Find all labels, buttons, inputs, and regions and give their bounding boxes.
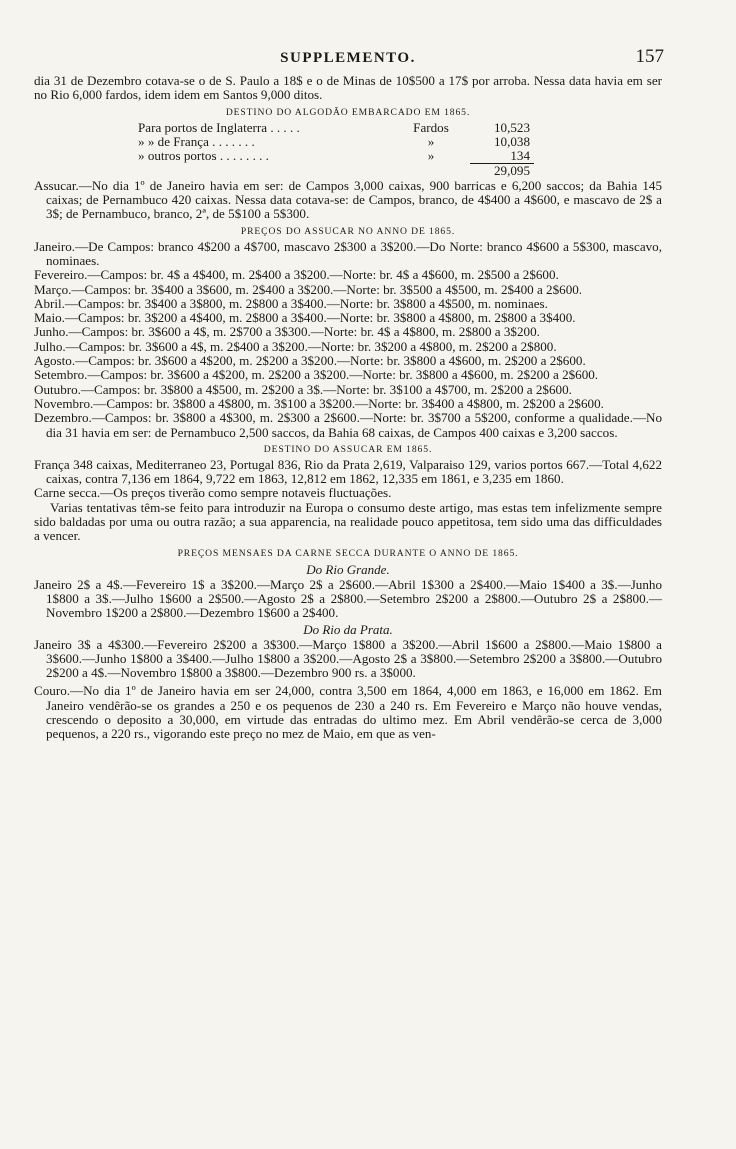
value-cell: 10,523 xyxy=(493,119,530,135)
cotton-destination-heading: DESTINO DO ALGODÃO EMBARCADO EM 1865. xyxy=(225,106,471,118)
month-entry: Março.—Campos: br. 3$400 a 3$600, m. 2$400 a 3$200.—Norte: br. 3$500 a 4$500, m. 2$400 a 2$600. xyxy=(34,281,583,297)
month-entry: Abril.—Campos: br. 3$400 a 3$800, m. 2$800 a 3$400.—Norte: br. 3$800 a 4$500, m. nominaes. xyxy=(34,295,548,311)
rio-prata-subheading: Do Rio da Prata. xyxy=(303,621,393,637)
sugar-destination-heading: DESTINO DO ASSUCAR EM 1865. xyxy=(263,443,433,455)
month-entry: Junho.—Campos: br. 3$600 a 4$, m. 2$700 a 3$300.—Norte: br. 4$ a 4$800, m. 2$800 a 3$200. xyxy=(34,324,540,340)
month-entry: Janeiro.—De Campos: branco 4$200 a 4$700, mascavo 2$300 a 3$200.—Do Norte: branco 4$600 a 5$300, mascavo, nominaes. xyxy=(34,238,662,268)
rio-grande-subheading: Do Rio Grande. xyxy=(306,561,390,577)
cotton-destination-table xyxy=(134,121,534,179)
value-cell: 10,038 xyxy=(493,133,530,149)
carne-prices-heading: PREÇOS MENSAES DA CARNE SECCA DURANTE O ANNO DE 1865. xyxy=(177,547,519,559)
month-entry: Novembro.—Campos: br. 3$800 a 4$800, m. 3$100 a 3$200.—Norte: br. 3$400 a 4$800, m. 2$200 a 2$600. xyxy=(34,395,604,411)
sugar-prices-heading: PREÇOS DO ASSUCAR NO ANNO DE 1865. xyxy=(240,225,456,237)
rio-grande-prices: Janeiro 2$ a 4$.—Fevereiro 1$ a 3$200.—Março 2$ a 2$600.—Abril 1$300 a 2$400.—Maio 1$400 a 3$.—Junho 1$800 a 3$.—Julho 1$600 a 2$500.—Agosto 2$ a 2$800.—Setembro 2$200 a 2$800.—Outubro 2$ a 2$800.—Novembro 1$200 a 2$800.—Dezembro 1$600 a 2$400. xyxy=(34,576,662,621)
value-cell: 134 xyxy=(510,148,530,164)
unit-cell: » xyxy=(427,148,435,164)
page-number: 157 xyxy=(635,46,664,67)
carne-secca-note: Varias tentativas têm-se feito para introduzir na Europa o consumo deste artigo, mas estas tem infelizmente sempre sido baldadas por uma ou outra razão; a sua apparencia, na realidade pouco appetitosa, tem sido uma das difficuldades a vencer. xyxy=(34,499,662,544)
intro-paragraph: dia 31 de Dezembro cotava-se o de S. Paulo a 18$ e o de Minas de 10$500 a 17$ por arroba. Nessa data havia em ser no Rio 6,000 fardos, idem idem em Santos 9,000 ditos. xyxy=(34,73,662,103)
month-entry: Fevereiro.—Campos: br. 4$ a 4$400, m. 2$400 a 3$200.—Norte: br. 4$ a 4$600, m. 2$500 a 2$600. xyxy=(34,267,559,283)
rio-prata-prices: Janeiro 3$ a 4$300.—Fevereiro 2$200 a 3$300.—Março 1$800 a 3$200.—Abril 1$600 a 2$800.—Maio 1$800 a 3$600.—Junho 1$800 a 3$400.—Julho 1$800 a 3$200.—Agosto 2$ a 3$800.—Setembro 2$200 a 3$800.—Outubro 2$200 a 4$.—Novembro 1$800 a 3$800.—Dezembro 900 rs. a 3$000. xyxy=(34,636,662,681)
unit-cell: » xyxy=(427,133,435,149)
table-row xyxy=(134,121,534,135)
page-header xyxy=(34,46,662,74)
couro-paragraph: Couro.—No dia 1º de Janeiro havia em ser 24,000, contra 3,500 em 1864, 4,000 em 1863, e 16,000 em 1862. Em Janeiro vendêrão-se os grandes a 250 e os pequenos de 230 a 240 rs. Em Fevereiro e Março não houve vendas, crescendo o deposito a 30,000, em virtude das entradas do ultimo mez. Em Abril vendêrão-se cerca de 3,000 pequenos, a 220 rs., vigorando este preço no mez de Maio, em que as ven- xyxy=(34,683,662,742)
month-entry: Maio.—Campos: br. 3$200 a 4$400, m. 2$800 a 3$400.—Norte: br. 3$800 a 4$800, m. 2$800 a 3$400. xyxy=(34,310,576,326)
total-cell: 29,095 xyxy=(470,164,534,179)
month-entry: Julho.—Campos: br. 3$600 a 4$, m. 2$400 a 3$200.—Norte: br. 3$200 a 4$800, m. 2$200 a 2$800. xyxy=(34,338,557,354)
sugar-intro-paragraph: Assucar.—No dia 1º de Janeiro havia em ser: de Campos 3,000 caixas, 900 barricas e 6,200 saccos; da Bahia 145 caixas; de Pernambuco 420 caixas. Nessa data cotava-se: de Campos, branco, de 4$400 a 4$600, e mascavo de 2$ a 3$; de Pernambuco, branco, 2ª, de 5$100 a 5$300. xyxy=(34,177,662,222)
month-entry: Outubro.—Campos: br. 3$800 a 4$500, m. 2$200 a 3$.—Norte: br. 3$100 a 4$700, m. 2$200 a 2$600. xyxy=(34,381,572,397)
destination-cell: » outros portos . . . . . . . . xyxy=(138,148,269,164)
destination-cell: Para portos de Inglaterra . . . . . xyxy=(138,119,300,135)
month-entry: Agosto.—Campos: br. 3$600 a 4$200, m. 2$200 a 3$200.—Norte: br. 3$800 a 4$600, m. 2$200 a 2$600. xyxy=(34,353,586,369)
destination-cell: » » de França . . . . . . . xyxy=(138,133,255,149)
month-entry: Dezembro.—Campos: br. 3$800 a 4$300, m. 2$300 a 2$600.—Norte: br. 3$700 a 5$200, conforme a qualidade.—No dia 31 havia em ser: de Pernambuco 2,500 saccos, da Bahia 68 caixas, de Campos 400 caixas e 3,200 saccos. xyxy=(34,410,662,440)
total-row xyxy=(134,164,534,179)
table-row xyxy=(134,135,534,149)
book-page xyxy=(34,46,662,742)
running-title: SUPPLEMENTO. xyxy=(280,50,416,66)
month-entry: Setembro.—Campos: br. 3$600 a 4$200, m. 2$200 a 3$200.—Norte: br. 3$800 a 4$600, m. 2$200 a 2$600. xyxy=(34,367,599,383)
carne-secca-paragraph: Carne secca.—Os preços tiverão como sempre notaveis fluctuações. xyxy=(34,485,392,501)
unit-cell: Fardos xyxy=(413,119,449,135)
table-row xyxy=(134,149,534,164)
sugar-destination-paragraph: França 348 caixas, Mediterraneo 23, Portugal 836, Rio da Prata 2,619, Valparaiso 129, varios portos 667.—Total 4,622 caixas, contra 7,136 em 1864, 9,722 em 1863, 12,812 em 1862, 12,335 em 1861, e 3,235 em 1860. xyxy=(34,456,662,487)
